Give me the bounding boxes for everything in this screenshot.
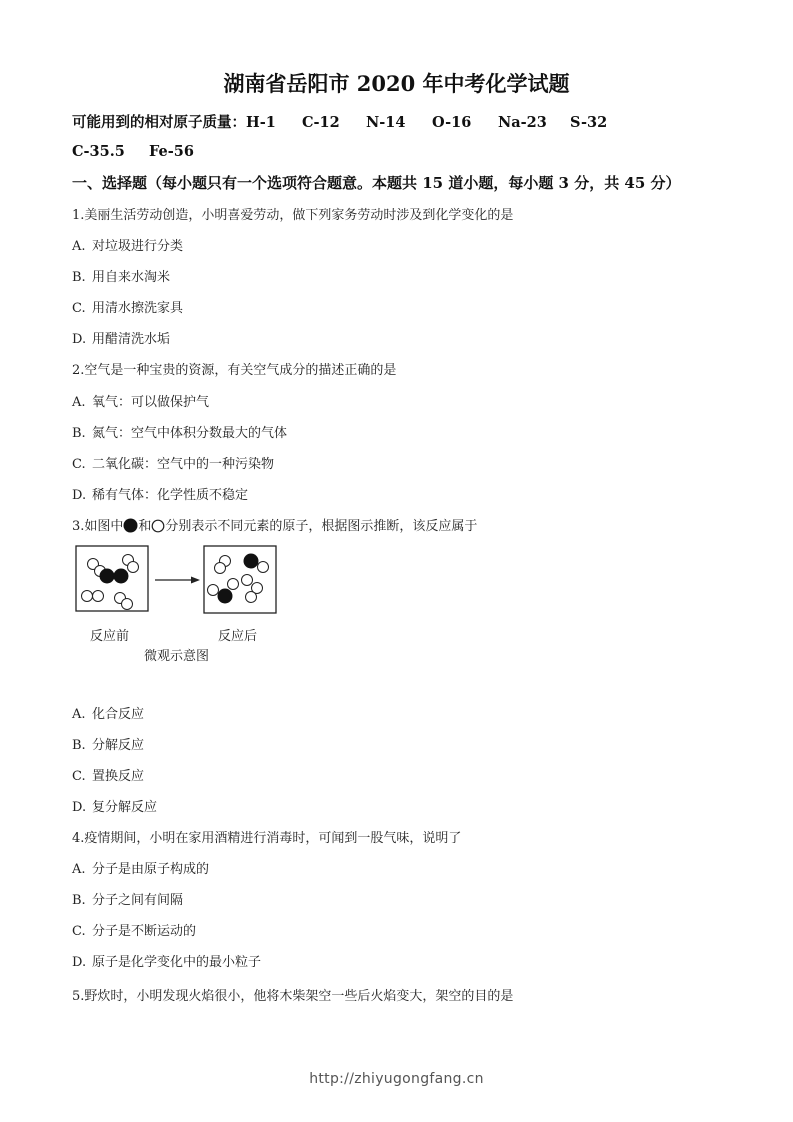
q1-option-d: D. 用醋清洗水垢 bbox=[72, 332, 171, 347]
atomic-mass-n: N-14 bbox=[366, 114, 406, 131]
q4-option-d: D. 原子是化学变化中的最小粒子 bbox=[72, 955, 262, 970]
q1-stem: 1.美丽生活劳动创造，小明喜爱劳动，做下列家务劳动时涉及到化学变化的是 bbox=[72, 208, 514, 223]
q3-stem: 3.如图中 和 分别表示不同元素的原子，根据图示推断，该反应属于 bbox=[72, 519, 478, 534]
hollow-atom bbox=[82, 591, 93, 602]
hollow-atom bbox=[93, 591, 104, 602]
footer-url: http://zhiyugongfang.cn bbox=[309, 1071, 484, 1087]
atomic-mass-fe: Fe-56 bbox=[149, 143, 194, 160]
label-before: 反应前 bbox=[90, 629, 130, 644]
page-title: 湖南省岳阳市 2020 年中考化学试题 bbox=[223, 71, 570, 96]
filled-atom bbox=[100, 569, 115, 584]
hollow-atom bbox=[128, 562, 139, 573]
q2-option-b: B. 氮气：空气中体积分数最大的气体 bbox=[72, 426, 288, 441]
arrow-head bbox=[191, 577, 200, 584]
q1-option-a: A. 对垃圾进行分类 bbox=[72, 239, 184, 254]
filled-atom bbox=[244, 554, 259, 569]
atomic-mass-row-2 bbox=[72, 143, 194, 160]
atomic-mass-o: O-16 bbox=[432, 114, 472, 131]
hollow-atom bbox=[215, 563, 226, 574]
filled-atom bbox=[114, 569, 129, 584]
q1-option-b: B. 用自来水淘米 bbox=[72, 270, 171, 285]
hollow-atom bbox=[242, 575, 253, 586]
q5-stem: 5.野炊时，小明发现火焰很小，他将木柴架空一些后火焰变大，架空的目的是 bbox=[72, 989, 514, 1004]
atomic-mass-c: C-12 bbox=[302, 114, 340, 131]
hollow-atom bbox=[246, 592, 257, 603]
filled-atom-icon bbox=[123, 518, 138, 533]
diagram-caption: 微观示意图 bbox=[144, 649, 210, 664]
hollow-atom bbox=[122, 599, 133, 610]
q2-option-c: C. 二氧化碳：空气中的一种污染物 bbox=[72, 457, 275, 472]
hollow-atom bbox=[258, 562, 269, 573]
q3-option-a: A. 化合反应 bbox=[72, 707, 145, 722]
q2-option-a: A. 氧气：可以做保护气 bbox=[72, 395, 210, 410]
atomic-mass-label: 可能用到的相对原子质量： bbox=[72, 114, 246, 131]
q2-option-d: D. 稀有气体：化学性质不稳定 bbox=[72, 488, 249, 503]
q3-option-c: C. 置换反应 bbox=[72, 769, 145, 784]
q3-option-d: D. 复分解反应 bbox=[72, 800, 158, 815]
atomic-mass-h: H-1 bbox=[246, 114, 276, 131]
atomic-mass-row-1 bbox=[72, 111, 607, 132]
section-heading: 一、选择题（每小题只有一个选项符合题意。本题共 15 道小题，每小题 3 分，共 45 分） bbox=[72, 174, 681, 192]
atomic-mass-cl: C-35.5 bbox=[72, 143, 125, 160]
q1-option-c: C. 用清水擦洗家具 bbox=[72, 301, 184, 316]
atomic-mass-s: S-32 bbox=[570, 114, 608, 131]
micro-diagram bbox=[70, 538, 290, 664]
q4-option-b: B. 分子之间有间隔 bbox=[72, 893, 184, 908]
q4-stem: 4.疫情期间，小明在家用酒精进行消毒时，可闻到一股气味，说明了 bbox=[72, 831, 462, 846]
micro-diagram-svg bbox=[70, 538, 290, 618]
hollow-atom bbox=[208, 585, 219, 596]
q4-option-a: A. 分子是由原子构成的 bbox=[72, 862, 210, 877]
filled-atom bbox=[218, 589, 233, 604]
q4-option-c: C. 分子是不断运动的 bbox=[72, 924, 197, 939]
label-after: 反应后 bbox=[218, 629, 258, 644]
q3-option-b: B. 分解反应 bbox=[72, 738, 145, 753]
q2-stem: 2.空气是一种宝贵的资源，有关空气成分的描述正确的是 bbox=[72, 363, 397, 378]
after-box bbox=[204, 546, 276, 613]
atomic-mass-na: Na-23 bbox=[498, 114, 547, 131]
hollow-atom bbox=[228, 579, 239, 590]
hollow-atom-icon bbox=[151, 519, 165, 533]
